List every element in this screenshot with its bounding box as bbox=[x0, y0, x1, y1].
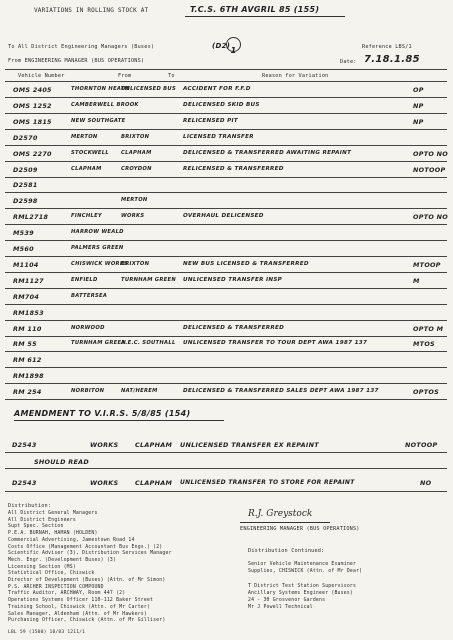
amendment-rule-1 bbox=[5, 452, 447, 453]
to-cell: CLAPHAM bbox=[121, 149, 152, 156]
from-cell: THORNTON HEATH bbox=[71, 86, 130, 92]
distribution-item: All District Engineers bbox=[8, 517, 76, 523]
code-cell: NP bbox=[413, 117, 424, 126]
distribution-item: P.S. ARCHER INSPECTION COMPOUND bbox=[8, 584, 104, 590]
to-cell: CROYDON bbox=[121, 165, 152, 172]
vehicle-number-cell: M539 bbox=[13, 229, 34, 238]
from-cell: CLAPHAM bbox=[71, 165, 102, 172]
row-rule bbox=[5, 145, 447, 146]
distribution-item: Scientific Adviser (3), Distribution Services Manager bbox=[8, 551, 172, 557]
distribution-item: Operations Systems Officer 110-112 Baker Street bbox=[8, 598, 154, 604]
code-cell: OPTO NO bbox=[413, 149, 449, 158]
col-reason-header: Reason for Variation bbox=[262, 73, 329, 79]
amendment-row1-vehicle: D2543 bbox=[12, 441, 37, 449]
row-rule bbox=[5, 256, 447, 257]
to-cell: NAT/HEREM bbox=[121, 388, 158, 395]
vehicle-number-cell: RM1127 bbox=[13, 276, 44, 285]
reason-cell: ACCIDENT FOR F.F.D bbox=[183, 86, 251, 92]
row-rule bbox=[5, 383, 447, 384]
to-cell: MERTON bbox=[121, 197, 148, 204]
distribution-continued-item: Supplies, CHISWICK (Attn. of Mr Dear) bbox=[248, 569, 363, 575]
distribution-item: Director of Development (Buses) (Attn. of Mr Simon) bbox=[8, 578, 166, 583]
row-rule bbox=[5, 208, 447, 209]
code-cell: OPTO M bbox=[413, 324, 444, 333]
vehicle-number-cell: D2581 bbox=[13, 181, 38, 190]
to-cell: TURNHAM GREEN bbox=[121, 276, 176, 283]
from-cell: STOCKWELL bbox=[71, 149, 109, 156]
row-rule bbox=[5, 288, 447, 289]
reason-cell: OVERHAUL DELICENSED bbox=[183, 213, 264, 220]
signature-title: ENGINEERING MANAGER (BUS OPERATIONS) bbox=[240, 526, 360, 532]
distribution-continued-item: 24 - 30 Grosvenor Gardens bbox=[248, 598, 326, 603]
reason-cell: UNLICENSED TRANSFER INSP bbox=[183, 276, 283, 283]
reason-cell: NEW BUS LICENSED & TRANSFERRED bbox=[183, 260, 309, 267]
should-read: SHOULD READ bbox=[34, 458, 90, 466]
signature-line bbox=[240, 522, 330, 523]
vehicle-number-cell: OMS 1815 bbox=[13, 117, 52, 126]
amendment-row1-reason: UNLICENSED TRANSFER EX REPAINT bbox=[180, 441, 319, 449]
date-label: Date: bbox=[340, 59, 357, 65]
to-code: (D2) bbox=[212, 42, 231, 50]
reason-cell: DELICENSED & TRANSFERRED AWAITING REPAINT bbox=[183, 149, 352, 156]
code-cell: OPTOS bbox=[413, 388, 440, 397]
amendment-row2-from: WORKS bbox=[90, 479, 119, 487]
distribution-heading: Distribution: bbox=[8, 503, 52, 509]
code-cell: OPTO NO bbox=[413, 213, 449, 222]
from-cell: FINCHLEY bbox=[71, 213, 102, 220]
code-cell: OP bbox=[413, 86, 424, 94]
distribution-item: Statistical Office, Chiswick bbox=[8, 571, 95, 577]
to-cell: BRIXTON bbox=[121, 133, 150, 140]
from-cell: PALMERS GREEN bbox=[71, 245, 124, 251]
distribution-item: Licensing Section (MS) bbox=[8, 564, 76, 570]
reason-cell: RELICENSED & TRANSFERRED bbox=[183, 165, 284, 172]
title-prefix: VARIATIONS IN ROLLING STOCK AT bbox=[34, 7, 149, 14]
reason-cell: DELICENSED & TRANSFERRED SALES DEPT AWA 1987 137 bbox=[183, 388, 379, 395]
reference-label: Reference LBS/1 bbox=[362, 44, 412, 50]
from-cell: CHISWICK WORKS bbox=[71, 260, 129, 267]
vehicle-number-cell: RM 254 bbox=[13, 388, 42, 397]
vehicle-number-cell: OMS 1252 bbox=[13, 101, 52, 110]
vehicle-number-cell: D2570 bbox=[13, 133, 38, 142]
row-rule bbox=[5, 192, 447, 193]
date-value: 7.18.1.85 bbox=[364, 54, 420, 65]
amendment-rule-3 bbox=[5, 491, 447, 492]
footer-code: LBL 59 (1500) 10/83 1211/1 bbox=[8, 630, 86, 635]
to-cell: A.E.C. SOUTHALL bbox=[121, 340, 176, 347]
reason-cell: RELICENSED PIT bbox=[183, 117, 239, 124]
row-rule bbox=[5, 320, 447, 321]
code-cell: NP bbox=[413, 101, 424, 110]
amendment-title: AMENDMENT TO V.I.R.S. 5/8/85 (154) bbox=[14, 409, 191, 418]
distribution-item: Commercial Advertising, Jamestown Road 14 bbox=[8, 537, 135, 543]
distribution-item: Supt Spec. Section bbox=[8, 524, 64, 530]
amendment-row1-from: WORKS bbox=[90, 441, 119, 449]
row-rule bbox=[5, 240, 447, 241]
vehicle-number-cell: RM 110 bbox=[13, 324, 42, 333]
to-cell: WORKS bbox=[121, 213, 145, 220]
amendment-row1-code: NOTOOP bbox=[405, 441, 438, 449]
amendment-row2-code: NO bbox=[420, 479, 432, 487]
header-rule-top bbox=[5, 69, 447, 70]
vehicle-number-cell: RML2718 bbox=[13, 213, 49, 222]
code-cell: NOTOOP bbox=[413, 165, 446, 174]
row-rule bbox=[5, 224, 447, 225]
title-handwritten: T.C.S. 6TH AVGRIL 85 (155) bbox=[190, 5, 320, 14]
distribution-item: Purchasing Officer, Chiswick (Attn. of Mr Gilliser) bbox=[8, 618, 166, 624]
distribution-item: All District General Managers bbox=[8, 511, 98, 516]
row-rule bbox=[5, 304, 447, 305]
vehicle-number-cell: OMS 2405 bbox=[13, 86, 52, 94]
vehicle-number-cell: RM 55 bbox=[13, 340, 37, 349]
circled-number-text: 1 bbox=[230, 46, 237, 55]
from-cell: NEW SOUTHGATE bbox=[71, 117, 126, 124]
distribution-continued-item: Ancillary Systems Engineer (Buses) bbox=[248, 590, 353, 596]
distribution-continued-heading: Distribution Continued: bbox=[248, 548, 325, 554]
from-cell: TURNHAM GREEN bbox=[71, 340, 126, 347]
from-cell: MERTON bbox=[71, 133, 98, 140]
row-rule bbox=[5, 336, 447, 337]
row-rule bbox=[5, 272, 447, 273]
reason-cell: LICENSED TRANSFER bbox=[183, 133, 254, 140]
code-cell: MTOOP bbox=[413, 260, 441, 269]
amendment-row2-reason: UNLICENSED TRANSFER TO STORE FOR REPAINT bbox=[180, 479, 355, 486]
distribution-continued-item: Senior Vehicle Maintenance Examiner bbox=[248, 562, 357, 567]
row-rule bbox=[5, 113, 447, 114]
amendment-row2-to: CLAPHAM bbox=[135, 479, 173, 487]
to-line: To All District Engineering Managers (Buses) bbox=[8, 44, 155, 50]
from-cell: BATTERSEA bbox=[71, 292, 108, 299]
reason-cell: DELICENSED SKID BUS bbox=[183, 101, 260, 108]
row-rule bbox=[5, 97, 447, 98]
vehicle-number-cell: OMS 2270 bbox=[13, 149, 52, 158]
amendment-row2-vehicle: D2543 bbox=[12, 479, 37, 487]
vehicle-number-cell: RM704 bbox=[13, 292, 40, 301]
from-cell: NORBITON bbox=[71, 388, 105, 395]
col-vehicle-header: Vehicle Number bbox=[18, 73, 65, 79]
vehicle-number-cell: M1104 bbox=[13, 260, 39, 269]
distribution-item: Training School, Chiswick (Attn. of Mr Carter) bbox=[8, 604, 151, 610]
amendment-rule-2 bbox=[5, 468, 447, 469]
amendment-underline bbox=[14, 420, 224, 421]
amendment-row1-to: CLAPHAM bbox=[135, 441, 173, 449]
row-rule bbox=[5, 161, 447, 162]
from-cell: CAMBERWELL BROOK bbox=[71, 101, 139, 108]
vehicle-number-cell: RM 612 bbox=[13, 356, 42, 365]
title-underline bbox=[185, 16, 345, 17]
vehicle-number-cell: D2598 bbox=[13, 197, 38, 206]
row-rule bbox=[5, 129, 447, 130]
distribution-item: P.E.A. BURNAH, HAMAN (HOLDEN) bbox=[8, 531, 98, 537]
vehicle-number-cell: RM1853 bbox=[13, 308, 44, 317]
signature: R.J. Greystock bbox=[248, 509, 313, 519]
distribution-continued-item: Mr J Powell Technical bbox=[248, 605, 313, 611]
code-cell: MTOS bbox=[413, 340, 435, 349]
col-to-header: To bbox=[168, 73, 175, 79]
distribution-item: Traffic Auditor, ARCHWAY, Room 447 (2) bbox=[8, 591, 126, 597]
from-line: From ENGINEERING MANAGER (BUS OPERATIONS) bbox=[8, 58, 145, 64]
to-cell: UNLICENSED BUS bbox=[121, 86, 176, 92]
from-cell: ENFIELD bbox=[71, 276, 98, 283]
reason-cell: DELICENSED & TRANSFERRED bbox=[183, 324, 285, 331]
distribution-item: Mech. Engr. (Development Buses) (3) bbox=[8, 557, 117, 563]
code-cell: M bbox=[413, 276, 420, 285]
vehicle-number-cell: RM1898 bbox=[13, 372, 44, 381]
from-cell: NORWOOD bbox=[71, 324, 105, 331]
distribution-item: Costs Office (Management Accountant Bus Engs.) (2) bbox=[8, 544, 163, 550]
header-rule-bottom bbox=[5, 81, 447, 82]
row-rule bbox=[5, 399, 447, 400]
circled-number bbox=[226, 37, 241, 55]
from-cell: HARROW WEALD bbox=[71, 229, 124, 236]
row-rule bbox=[5, 177, 447, 178]
to-cell: BRIXTON bbox=[121, 260, 150, 267]
row-rule bbox=[5, 351, 447, 352]
vehicle-number-cell: D2509 bbox=[13, 165, 38, 174]
distribution-item: Sales Manager, Aldenham (Attn. of Mr Hawkers) bbox=[8, 611, 147, 617]
vehicle-number-cell: M560 bbox=[13, 245, 34, 253]
col-from-header: From bbox=[118, 73, 132, 79]
reason-cell: UNLICENSED TRANSFER TO TOUR DEPT AWA 1987 137 bbox=[183, 340, 368, 347]
distribution-continued-item: T District Test Station Supervisors bbox=[248, 583, 357, 589]
row-rule bbox=[5, 367, 447, 368]
